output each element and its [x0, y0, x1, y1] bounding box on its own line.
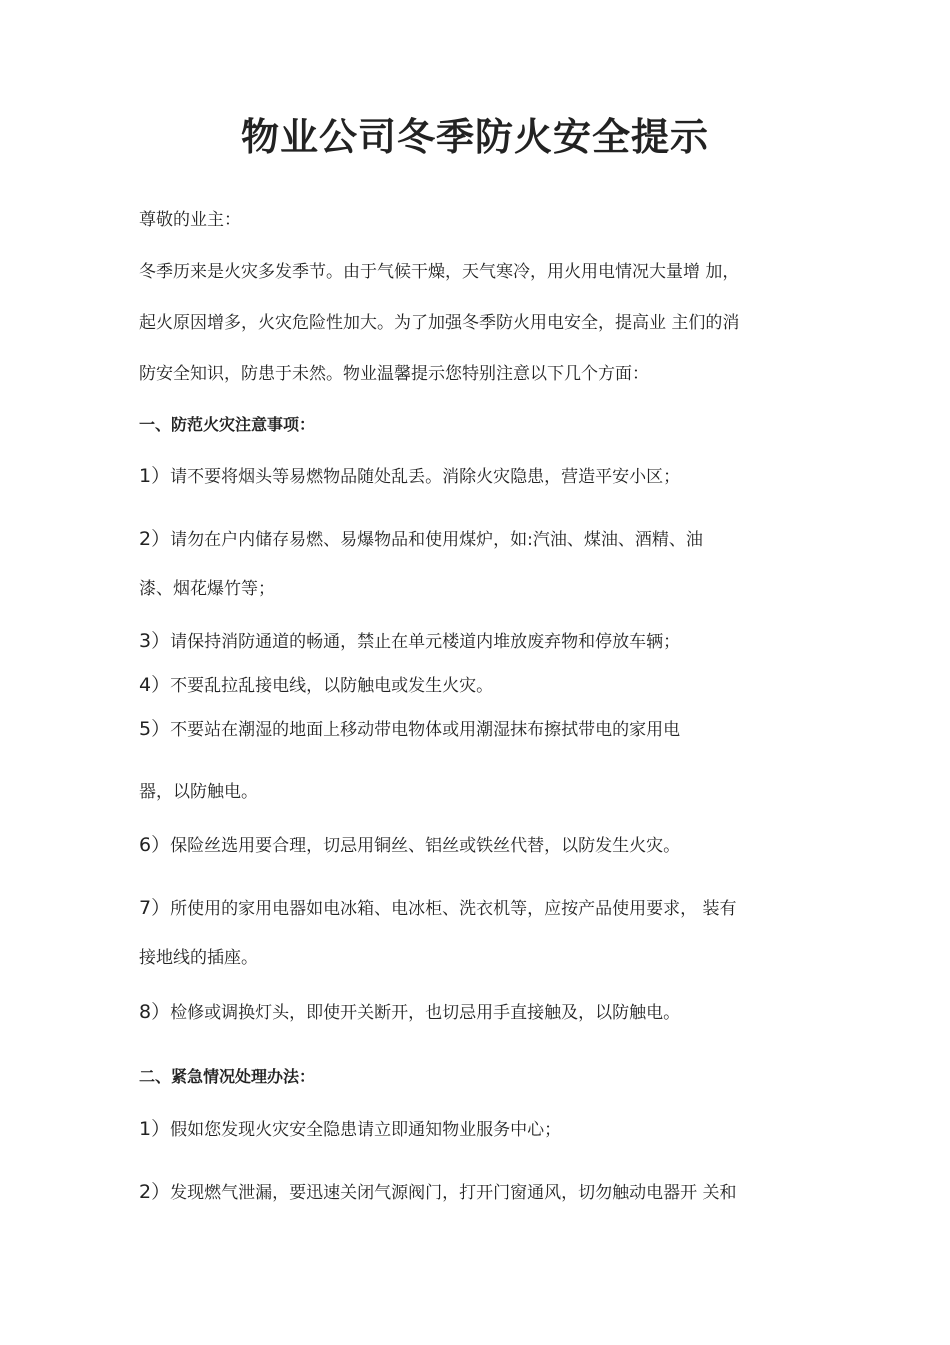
item-number: 1） [139, 465, 171, 487]
salutation: 尊敬的业主： [139, 210, 241, 230]
list-item [139, 628, 829, 655]
item-text: 请勿在户内储存易燃、易爆物品和使用煤炉，如:汽油、煤油、酒精、油 [170, 530, 703, 550]
intro-line-3: 防安全知识，防患于未然。物业温馨提示您特别注意以下几个方面： [139, 364, 649, 384]
item-number: 7） [139, 897, 171, 919]
list-item [139, 716, 829, 743]
list-item [139, 463, 829, 490]
item-number: 2） [139, 1181, 171, 1203]
item-number: 2） [139, 528, 171, 550]
item-number: 3） [139, 630, 171, 652]
intro-line-2: 起火原因增多，火灾危险性加大。为了加强冬季防火用电安全，提高业 主们的消 [139, 313, 740, 333]
item-number: 8） [139, 1001, 171, 1023]
list-item [139, 832, 829, 859]
item-text: 发现燃气泄漏，要迅速关闭气源阀门，打开门窗通风，切勿触动电器开 关和 [170, 1183, 737, 1203]
item-text-continued: 漆、烟花爆竹等； [139, 579, 275, 599]
item-text-continued: 器，以防触电。 [139, 782, 258, 802]
list-item [139, 1179, 829, 1206]
item-text: 不要站在潮湿的地面上移动带电物体或用潮湿抹布擦拭带电的家用电 [170, 720, 681, 740]
item-text-continued: 接地线的插座。 [139, 948, 258, 968]
item-number: 1） [139, 1118, 171, 1140]
item-text: 检修或调换灯头，即使开关断开，也切忌用手直接触及，以防触电。 [170, 1003, 681, 1023]
item-number: 4） [139, 674, 171, 696]
list-item [139, 999, 829, 1026]
section2-heading: 二、紧急情况处理办法： [139, 1067, 316, 1086]
item-number: 5） [139, 718, 171, 740]
intro-line-1: 冬季历来是火灾多发季节。由于气候干燥，天气寒冷，用火用电情况大量增 加， [139, 262, 740, 282]
item-text: 不要乱拉乱接电线，以防触电或发生火灾。 [170, 676, 494, 696]
document-title: 物业公司冬季防火安全提示 [240, 115, 709, 159]
item-text: 保险丝选用要合理，切忌用铜丝、铝丝或铁丝代替，以防发生火灾。 [170, 836, 681, 856]
item-text: 假如您发现火灾安全隐患请立即通知物业服务中心； [170, 1120, 562, 1140]
item-text: 请保持消防通道的畅通，禁止在单元楼道内堆放废弃物和停放车辆； [170, 632, 681, 652]
item-text: 请不要将烟头等易燃物品随处乱丢。消除火灾隐患，营造平安小区； [170, 467, 681, 487]
item-number: 6） [139, 834, 171, 856]
list-item [139, 672, 829, 699]
list-item [139, 526, 829, 553]
list-item [139, 1116, 829, 1143]
item-text: 所使用的家用电器如电冰箱、电冰柜、洗衣机等，应按产品使用要求， 装有 [170, 899, 737, 919]
section1-heading: 一、防范火灾注意事项： [139, 415, 316, 434]
list-item [139, 895, 829, 922]
